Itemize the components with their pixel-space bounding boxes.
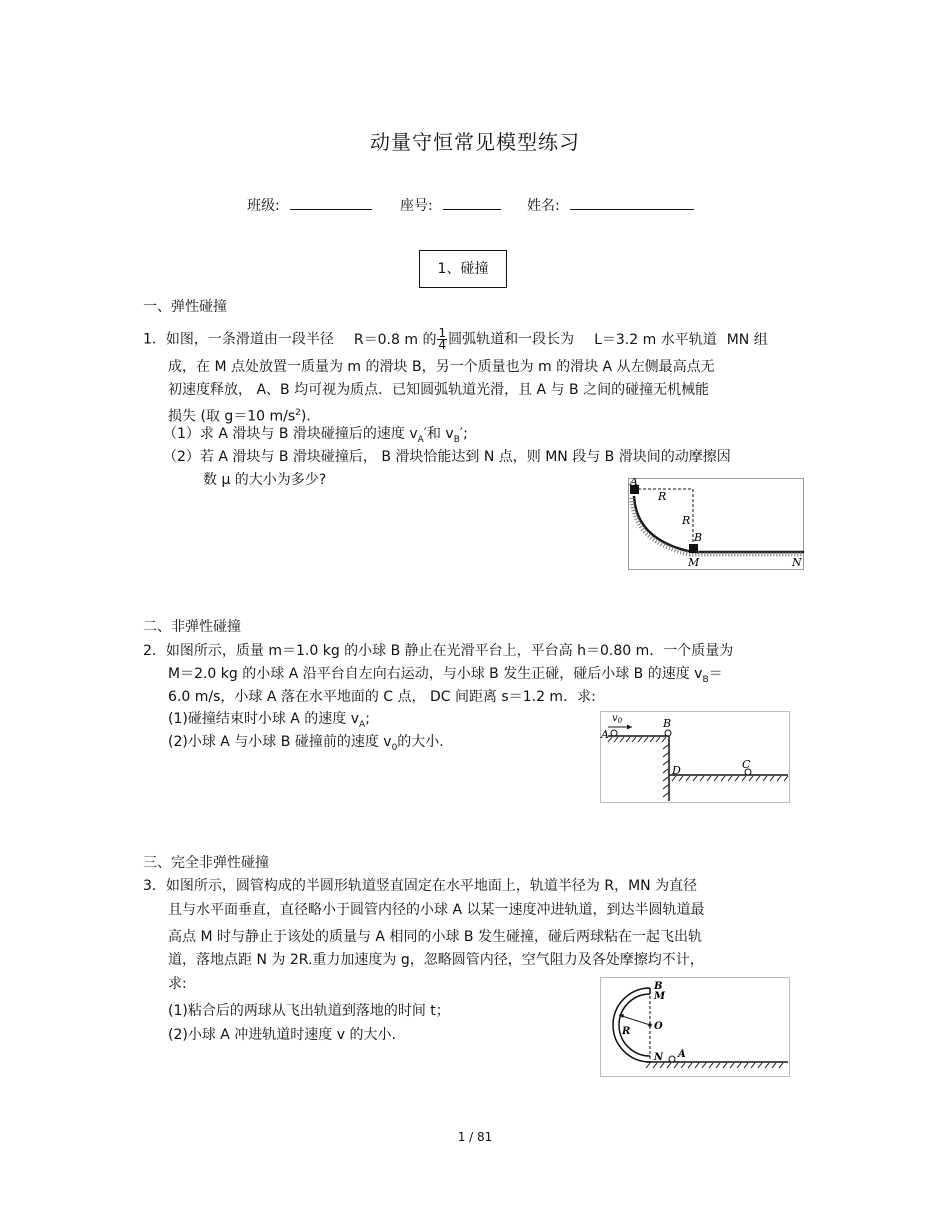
label-b: B — [694, 531, 703, 544]
label-d: D — [672, 764, 681, 777]
label-n: N — [654, 1052, 664, 1063]
label-c: C — [742, 758, 751, 771]
problem1-line1: 1．如图，一条滑道由一段半径 R＝0.8 m 的 $\frac{1}{4}$ 圆弧轨道和一段长为 L＝3.2 m 水平轨道 MN 组 — [143, 326, 768, 352]
label-r-vertical: R — [682, 514, 691, 527]
page-title: 动量守恒常见模型练习 — [370, 130, 580, 154]
section-heading-3: 三、完全非弹性碰撞 — [143, 855, 269, 871]
problem3-line3: 高点 M 时与静止于该处的质量与 A 相同的小球 B 发生碰撞，碰后两球粘在一起飞出轨 — [168, 929, 702, 945]
problem1-line2: 成，在 M 点处放置一质量为 m 的滑块 B，另一个质量也为 m 的滑块 A 从左侧最高点无 — [168, 359, 715, 375]
section-heading-1: 一、弹性碰撞 — [143, 299, 227, 315]
problem3-line4: 道，落地点距 N 为 2R.重力加速度为 g，忽略圆管内径，空气阻力及各处摩擦均不计， — [168, 952, 704, 968]
problem1-question1: （1）求 A 滑块与 B 滑块碰撞后的速度 $v_A'$和 $v_B'$; — [163, 426, 468, 445]
problem2-line3: 6.0 m/s，小球 A 落在水平地面的 C 点， DC 间距离 s＝1.2 m．求: — [168, 689, 596, 705]
boxed-heading: 1、碰撞 — [419, 250, 507, 288]
label-a: A — [630, 478, 638, 488]
problem2-question2: (2)小球 A 与小球 B 碰撞前的速度 $v_0$的大小. — [168, 734, 444, 753]
problem3-line2: 且与水平面垂直，直径略小于圆管内径的小球 A 以某一速度冲进轨道，到达半圆轨道最 — [168, 902, 705, 918]
problem2-line1: 2．如图所示，质量 m＝1.0 kg 的小球 B 静止在光滑平台上，平台高 h＝0.80 m．一个质量为 — [143, 643, 734, 659]
problem1-line3: 初速度释放， A、B 均可视为质点．已知圆弧轨道光滑，且 A 与 B 之间的碰撞无机械能 — [168, 382, 710, 398]
problem3-question2: (2)小球 A 冲进轨道时速度 v 的大小. — [168, 1027, 396, 1043]
label-r: R — [622, 1026, 631, 1037]
label-r-horizontal: R — [658, 490, 667, 503]
label-m: M — [688, 556, 700, 569]
problem1-question2: （2）若 A 滑块与 B 滑块碰撞后， B 滑块恰能达到 N 点，则 MN 段与 B 滑块间的动摩擦因 — [163, 449, 731, 465]
label-b: B — [654, 981, 663, 992]
label-m: M — [654, 991, 666, 1002]
problem1-question2-cont: 数 μ 的大小为多少? — [203, 472, 327, 488]
seat-label: 座号: — [400, 198, 433, 214]
label-a: A — [601, 728, 609, 741]
label-b: B — [663, 717, 672, 730]
name-label: 姓名: — [527, 198, 560, 214]
fraction-quarter: $\frac{1}{4}$ — [438, 326, 447, 352]
page-number: 1 / 81 — [457, 1130, 493, 1144]
seat-field — [400, 195, 501, 215]
ball-a — [669, 1056, 675, 1062]
section-heading-2: 二、非弹性碰撞 — [143, 619, 241, 635]
problem1-line4: 损失 (取 g＝10 $m/s^2$)． — [168, 408, 321, 425]
label-v0: $v_0$ — [612, 713, 623, 725]
label-a: A — [678, 1049, 686, 1060]
figure-platform — [600, 711, 790, 803]
problem3-question1: (1)粘合后的两球从飞出轨道到落地的时间 t； — [168, 1003, 450, 1019]
name-blank — [570, 195, 694, 210]
class-blank — [290, 195, 372, 210]
label-n: N — [792, 556, 802, 569]
seat-blank — [443, 195, 501, 210]
class-label: 班级: — [247, 198, 280, 214]
name-field — [527, 195, 694, 215]
problem3-line1: 3．如图所示，圆管构成的半圆形轨道竖直固定在水平地面上，轨道半径为 R，MN 为直径 — [143, 878, 698, 894]
problem2-line2: M＝2.0 kg 的小球 A 沿平台自左向右运动，与小球 B 发生正碰，碰后小球 B 的速度 $v_B=$ — [168, 666, 723, 685]
figure-semicircle-tube — [600, 977, 790, 1077]
ball-b — [665, 730, 671, 736]
label-o: O — [654, 1021, 663, 1032]
ball-a — [611, 730, 617, 736]
problem2-question1: (1)碰撞结束时小球 A 的速度 $v_A$; — [168, 711, 370, 730]
problem3-line5: 求: — [168, 976, 187, 992]
block-b — [689, 544, 698, 553]
class-field — [247, 195, 372, 215]
figure-quarter-circle-track — [628, 478, 804, 570]
